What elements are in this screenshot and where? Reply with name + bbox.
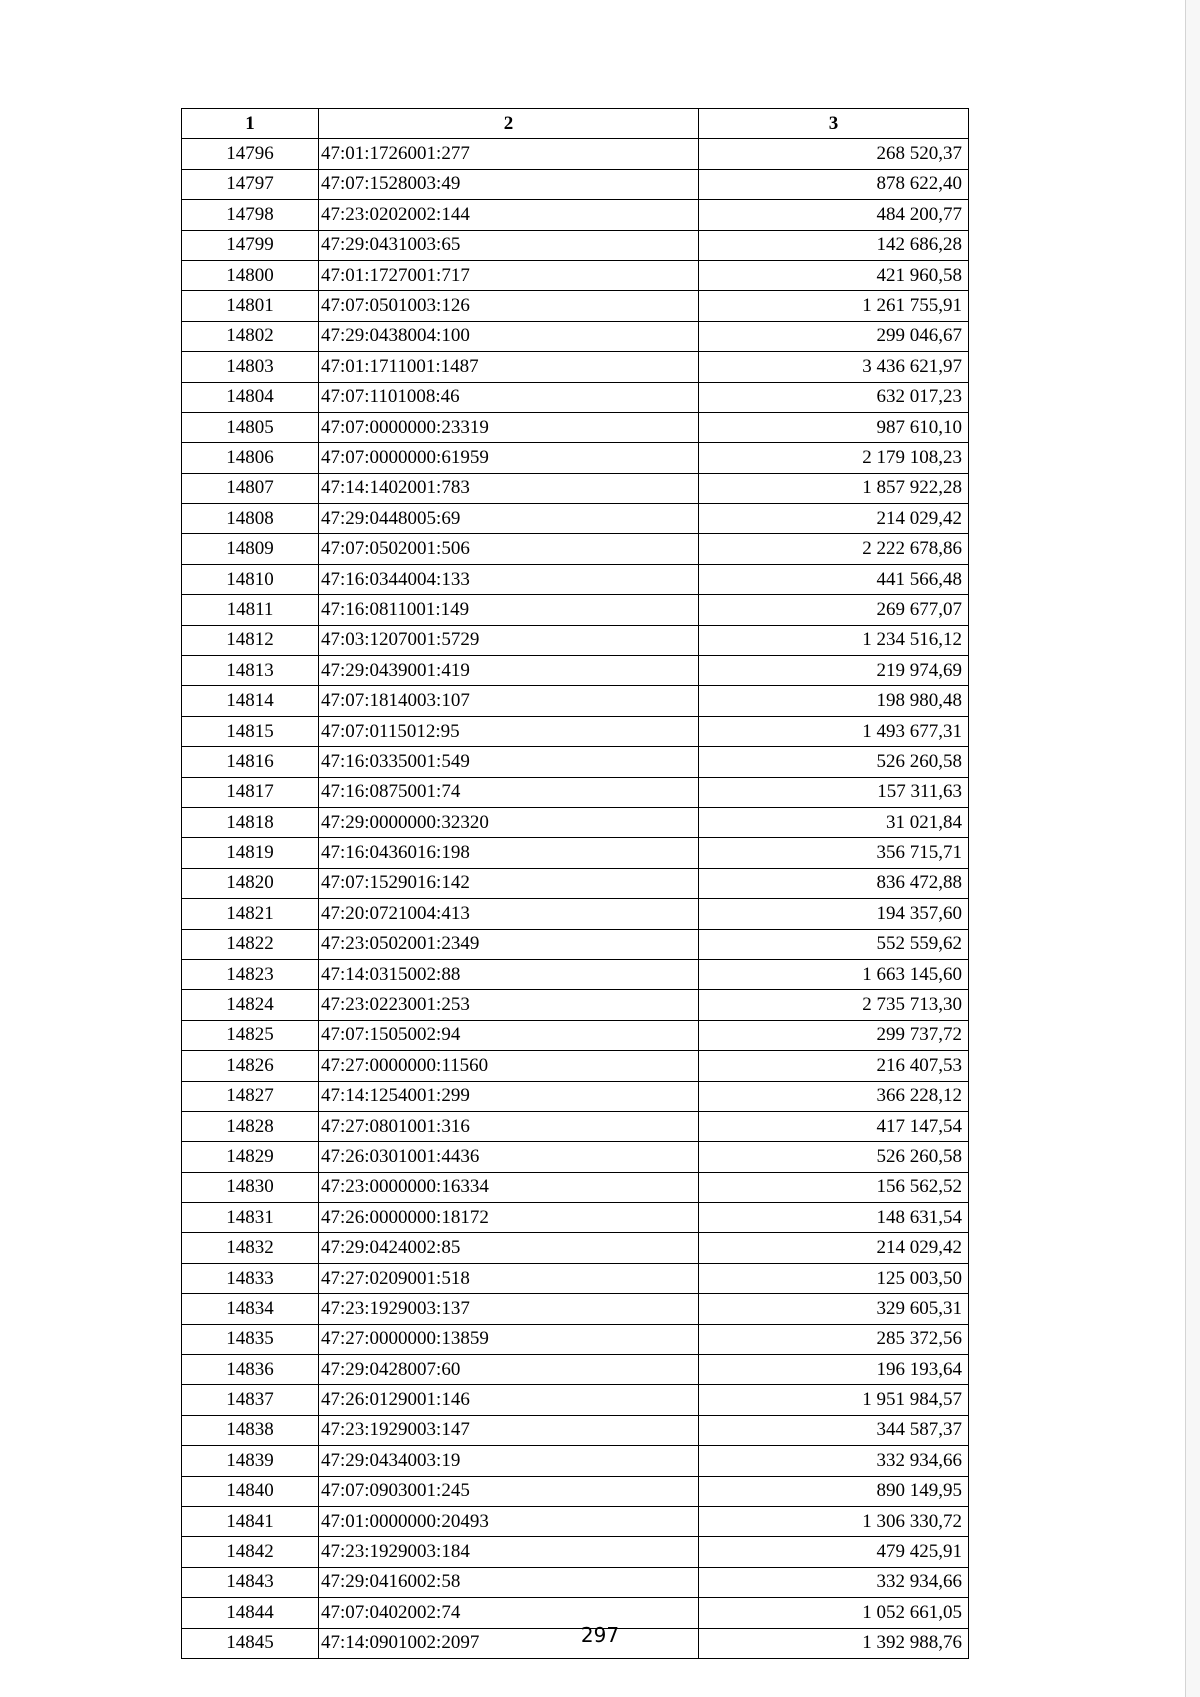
- cadastral-number-cell: 47:16:0344004:133: [319, 564, 699, 594]
- cadastral-number-cell: 47:07:1814003:107: [319, 686, 699, 716]
- table-row: [182, 1294, 969, 1324]
- cadastral-value-cell: 157 311,63: [699, 777, 969, 807]
- cadastral-number-cell: 47:16:0335001:549: [319, 747, 699, 777]
- row-number-cell: 14805: [182, 412, 319, 442]
- table-row: [182, 1111, 969, 1141]
- table-row: [182, 534, 969, 564]
- cadastral-number-cell: 47:23:1929003:184: [319, 1537, 699, 1567]
- cadastral-value-cell: 299 737,72: [699, 1020, 969, 1050]
- row-number-cell: 14836: [182, 1355, 319, 1385]
- cadastral-number-cell: 47:07:1505002:94: [319, 1020, 699, 1050]
- cadastral-number-cell: 47:07:0501003:126: [319, 291, 699, 321]
- table-row: [182, 260, 969, 290]
- cadastral-number-cell: 47:03:1207001:5729: [319, 625, 699, 655]
- cadastral-number-cell: 47:23:0000000:16334: [319, 1172, 699, 1202]
- cadastral-number-cell: 47:14:0901002:2097: [319, 1628, 699, 1658]
- cadastral-number-cell: 47:07:0000000:61959: [319, 443, 699, 473]
- table-header: [182, 109, 969, 139]
- cadastral-value-cell: 214 029,42: [699, 1233, 969, 1263]
- row-number-cell: 14842: [182, 1537, 319, 1567]
- row-number-cell: 14829: [182, 1142, 319, 1172]
- cadastral-number-cell: 47:16:0875001:74: [319, 777, 699, 807]
- row-number-cell: 14845: [182, 1628, 319, 1658]
- cadastral-value-cell: 329 605,31: [699, 1294, 969, 1324]
- cadastral-value-cell: 526 260,58: [699, 747, 969, 777]
- row-number-cell: 14841: [182, 1506, 319, 1536]
- table-row: [182, 412, 969, 442]
- cadastral-value-cell: 1 392 988,76: [699, 1628, 969, 1658]
- table-row: [182, 807, 969, 837]
- cadastral-number-cell: 47:14:0315002:88: [319, 959, 699, 989]
- table-row: [182, 169, 969, 199]
- cadastral-value-cell: 836 472,88: [699, 868, 969, 898]
- cadastral-value-cell: 285 372,56: [699, 1324, 969, 1354]
- row-number-cell: 14819: [182, 838, 319, 868]
- table-row: [182, 1324, 969, 1354]
- cadastral-value-cell: 214 029,42: [699, 504, 969, 534]
- cadastral-value-cell: 332 934,66: [699, 1567, 969, 1597]
- row-number-cell: 14837: [182, 1385, 319, 1415]
- cadastral-number-cell: 47:29:0000000:32320: [319, 807, 699, 837]
- cadastral-value-cell: 216 407,53: [699, 1051, 969, 1081]
- table-row: [182, 625, 969, 655]
- cadastral-number-cell: 47:27:0209001:518: [319, 1263, 699, 1293]
- cadastral-number-cell: 47:29:0438004:100: [319, 321, 699, 351]
- cadastral-number-cell: 47:29:0416002:58: [319, 1567, 699, 1597]
- cadastral-number-cell: 47:29:0448005:69: [319, 504, 699, 534]
- cadastral-number-cell: 47:01:1726001:277: [319, 139, 699, 169]
- row-number-cell: 14800: [182, 260, 319, 290]
- table-row: [182, 1567, 969, 1597]
- cadastral-value-cell: 441 566,48: [699, 564, 969, 594]
- row-number-cell: 14809: [182, 534, 319, 564]
- row-number-cell: 14839: [182, 1446, 319, 1476]
- row-number-cell: 14838: [182, 1415, 319, 1445]
- cadastral-value-cell: 1 663 145,60: [699, 959, 969, 989]
- cadastral-number-cell: 47:07:0903001:245: [319, 1476, 699, 1506]
- cadastral-number-cell: 47:16:0811001:149: [319, 595, 699, 625]
- table-row: [182, 504, 969, 534]
- cadastral-value-cell: 2 735 713,30: [699, 990, 969, 1020]
- header-row: [182, 109, 969, 139]
- cadastral-number-cell: 47:29:0424002:85: [319, 1233, 699, 1263]
- cadastral-value-cell: 1 493 677,31: [699, 716, 969, 746]
- table-row: [182, 1385, 969, 1415]
- cadastral-number-cell: 47:16:0436016:198: [319, 838, 699, 868]
- cadastral-number-cell: 47:07:1101008:46: [319, 382, 699, 412]
- row-number-cell: 14844: [182, 1598, 319, 1628]
- cadastral-number-cell: 47:20:0721004:413: [319, 899, 699, 929]
- cadastral-value-cell: 2 179 108,23: [699, 443, 969, 473]
- cadastral-value-cell: 1 951 984,57: [699, 1385, 969, 1415]
- cadastral-number-cell: 47:07:0502001:506: [319, 534, 699, 564]
- table-row: [182, 1506, 969, 1536]
- cadastral-value-cell: 1 234 516,12: [699, 625, 969, 655]
- cadastral-value-cell: 878 622,40: [699, 169, 969, 199]
- table-row: [182, 1446, 969, 1476]
- row-number-cell: 14843: [182, 1567, 319, 1597]
- cadastral-number-cell: 47:26:0301001:4436: [319, 1142, 699, 1172]
- cadastral-value-cell: 156 562,52: [699, 1172, 969, 1202]
- cadastral-value-cell: 1 052 661,05: [699, 1598, 969, 1628]
- cadastral-value-cell: 332 934,66: [699, 1446, 969, 1476]
- row-number-cell: 14818: [182, 807, 319, 837]
- cadastral-number-cell: 47:23:0202002:144: [319, 200, 699, 230]
- cadastral-number-cell: 47:26:0129001:146: [319, 1385, 699, 1415]
- row-number-cell: 14816: [182, 747, 319, 777]
- cadastral-value-cell: 421 960,58: [699, 260, 969, 290]
- row-number-cell: 14806: [182, 443, 319, 473]
- table-row: [182, 838, 969, 868]
- table-row: [182, 352, 969, 382]
- cadastral-value-cell: 3 436 621,97: [699, 352, 969, 382]
- cadastral-value-cell: 987 610,10: [699, 412, 969, 442]
- cadastral-value-table: [181, 108, 969, 1659]
- cadastral-value-cell: 1 261 755,91: [699, 291, 969, 321]
- row-number-cell: 14828: [182, 1111, 319, 1141]
- cadastral-value-cell: 269 677,07: [699, 595, 969, 625]
- cadastral-number-cell: 47:07:1529016:142: [319, 868, 699, 898]
- row-number-cell: 14825: [182, 1020, 319, 1050]
- row-number-cell: 14808: [182, 504, 319, 534]
- cadastral-number-cell: 47:01:1727001:717: [319, 260, 699, 290]
- row-number-cell: 14832: [182, 1233, 319, 1263]
- page-number: 297: [580, 1623, 620, 1647]
- table-row: [182, 1415, 969, 1445]
- cadastral-number-cell: 47:29:0439001:419: [319, 656, 699, 686]
- row-number-cell: 14823: [182, 959, 319, 989]
- table-row: [182, 747, 969, 777]
- row-number-cell: 14840: [182, 1476, 319, 1506]
- cadastral-value-cell: 125 003,50: [699, 1263, 969, 1293]
- row-number-cell: 14797: [182, 169, 319, 199]
- row-number-cell: 14820: [182, 868, 319, 898]
- cadastral-value-cell: 198 980,48: [699, 686, 969, 716]
- cadastral-value-cell: 196 193,64: [699, 1355, 969, 1385]
- row-number-cell: 14814: [182, 686, 319, 716]
- page-edge-strip: [1185, 0, 1200, 1697]
- cadastral-value-cell: 194 357,60: [699, 899, 969, 929]
- cadastral-number-cell: 47:26:0000000:18172: [319, 1203, 699, 1233]
- cadastral-value-cell: 356 715,71: [699, 838, 969, 868]
- table-row: [182, 1172, 969, 1202]
- table-row: [182, 1051, 969, 1081]
- row-number-cell: 14817: [182, 777, 319, 807]
- cadastral-value-cell: 219 974,69: [699, 656, 969, 686]
- row-number-cell: 14812: [182, 625, 319, 655]
- cadastral-number-cell: 47:29:0431003:65: [319, 230, 699, 260]
- cadastral-number-cell: 47:07:0000000:23319: [319, 412, 699, 442]
- table-row: [182, 291, 969, 321]
- table-row: [182, 1355, 969, 1385]
- cadastral-value-cell: 890 149,95: [699, 1476, 969, 1506]
- cadastral-number-cell: 47:23:1929003:137: [319, 1294, 699, 1324]
- row-number-cell: 14801: [182, 291, 319, 321]
- cadastral-number-cell: 47:14:1402001:783: [319, 473, 699, 503]
- cadastral-number-cell: 47:07:0402002:74: [319, 1598, 699, 1628]
- table-row: [182, 1142, 969, 1172]
- table-row: [182, 1020, 969, 1050]
- cadastral-value-cell: 1 857 922,28: [699, 473, 969, 503]
- row-number-cell: 14826: [182, 1051, 319, 1081]
- table-row: [182, 716, 969, 746]
- table-row: [182, 1203, 969, 1233]
- cadastral-number-cell: 47:23:0223001:253: [319, 990, 699, 1020]
- row-number-cell: 14833: [182, 1263, 319, 1293]
- row-number-cell: 14824: [182, 990, 319, 1020]
- cadastral-number-cell: 47:07:0115012:95: [319, 716, 699, 746]
- row-number-cell: 14804: [182, 382, 319, 412]
- column-header-3: 3: [699, 109, 969, 139]
- cadastral-value-cell: 268 520,37: [699, 139, 969, 169]
- table-body: [182, 139, 969, 1659]
- table-row: [182, 868, 969, 898]
- table-row: [182, 1537, 969, 1567]
- row-number-cell: 14807: [182, 473, 319, 503]
- cadastral-number-cell: 47:27:0000000:11560: [319, 1051, 699, 1081]
- table-row: [182, 139, 969, 169]
- cadastral-value-cell: 344 587,37: [699, 1415, 969, 1445]
- row-number-cell: 14822: [182, 929, 319, 959]
- row-number-cell: 14813: [182, 656, 319, 686]
- table-row: [182, 443, 969, 473]
- table-row: [182, 595, 969, 625]
- row-number-cell: 14815: [182, 716, 319, 746]
- cadastral-number-cell: 47:29:0434003:19: [319, 1446, 699, 1476]
- cadastral-value-cell: 31 021,84: [699, 807, 969, 837]
- row-number-cell: 14796: [182, 139, 319, 169]
- table-row: [182, 929, 969, 959]
- row-number-cell: 14811: [182, 595, 319, 625]
- cadastral-value-cell: 142 686,28: [699, 230, 969, 260]
- table-row: [182, 686, 969, 716]
- table-row: [182, 200, 969, 230]
- row-number-cell: 14799: [182, 230, 319, 260]
- row-number-cell: 14821: [182, 899, 319, 929]
- cadastral-value-cell: 484 200,77: [699, 200, 969, 230]
- table-row: [182, 656, 969, 686]
- row-number-cell: 14830: [182, 1172, 319, 1202]
- cadastral-value-cell: 148 631,54: [699, 1203, 969, 1233]
- column-header-1: 1: [182, 109, 319, 139]
- row-number-cell: 14835: [182, 1324, 319, 1354]
- cadastral-number-cell: 47:01:1711001:1487: [319, 352, 699, 382]
- cadastral-value-cell: 2 222 678,86: [699, 534, 969, 564]
- table-row: [182, 473, 969, 503]
- table-row: [182, 990, 969, 1020]
- cadastral-value-cell: 299 046,67: [699, 321, 969, 351]
- cadastral-number-cell: 47:23:1929003:147: [319, 1415, 699, 1445]
- cadastral-value-cell: 632 017,23: [699, 382, 969, 412]
- table-row: [182, 382, 969, 412]
- table-row: [182, 321, 969, 351]
- cadastral-value-cell: 526 260,58: [699, 1142, 969, 1172]
- cadastral-value-cell: 479 425,91: [699, 1537, 969, 1567]
- cadastral-value-cell: 552 559,62: [699, 929, 969, 959]
- row-number-cell: 14827: [182, 1081, 319, 1111]
- table-row: [182, 230, 969, 260]
- column-header-2: 2: [319, 109, 699, 139]
- table-row: [182, 1233, 969, 1263]
- cadastral-number-cell: 47:07:1528003:49: [319, 169, 699, 199]
- row-number-cell: 14803: [182, 352, 319, 382]
- row-number-cell: 14798: [182, 200, 319, 230]
- cadastral-value-cell: 417 147,54: [699, 1111, 969, 1141]
- table-row: [182, 1476, 969, 1506]
- row-number-cell: 14802: [182, 321, 319, 351]
- table-row: [182, 1263, 969, 1293]
- table-row: [182, 1081, 969, 1111]
- cadastral-number-cell: 47:27:0000000:13859: [319, 1324, 699, 1354]
- cadastral-number-cell: 47:29:0428007:60: [319, 1355, 699, 1385]
- cadastral-value-cell: 1 306 330,72: [699, 1506, 969, 1536]
- table-row: [182, 959, 969, 989]
- cadastral-number-cell: 47:01:0000000:20493: [319, 1506, 699, 1536]
- table-row: [182, 777, 969, 807]
- row-number-cell: 14810: [182, 564, 319, 594]
- cadastral-value-cell: 366 228,12: [699, 1081, 969, 1111]
- cadastral-number-cell: 47:14:1254001:299: [319, 1081, 699, 1111]
- table-row: [182, 564, 969, 594]
- row-number-cell: 14834: [182, 1294, 319, 1324]
- table-row: [182, 899, 969, 929]
- row-number-cell: 14831: [182, 1203, 319, 1233]
- cadastral-number-cell: 47:23:0502001:2349: [319, 929, 699, 959]
- cadastral-number-cell: 47:27:0801001:316: [319, 1111, 699, 1141]
